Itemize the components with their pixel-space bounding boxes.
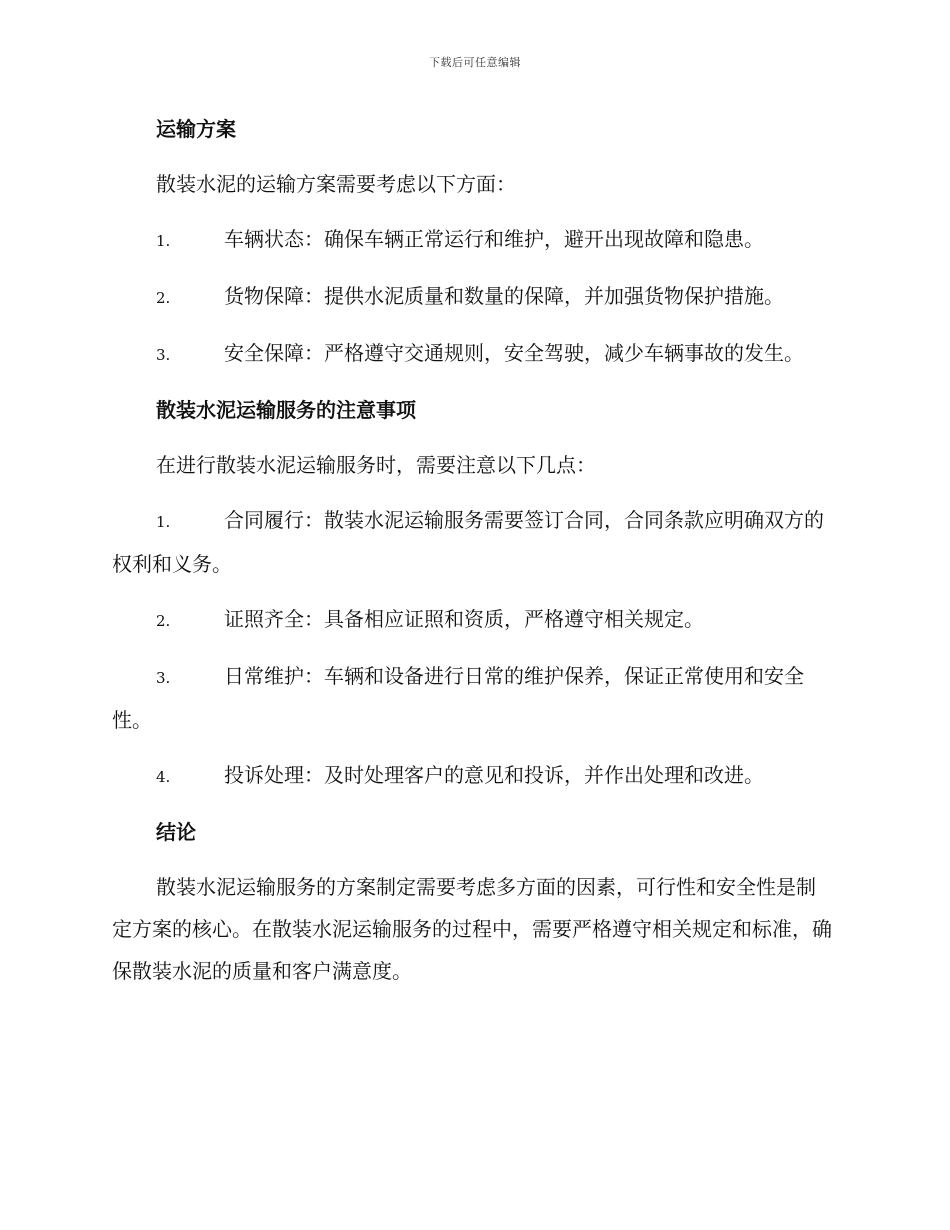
- list-item: [112, 655, 834, 741]
- section-title-conclusion: 结论: [156, 820, 196, 844]
- list-number: 3.: [156, 669, 171, 687]
- list-item-text: 安全保障：严格遵守交通规则，安全驾驶，减少车辆事故的发生。: [224, 341, 804, 365]
- list-item: [112, 275, 834, 319]
- list-item-text: 证照齐全：具备相应证照和资质，严格遵守相关规定。: [224, 607, 704, 631]
- list-number: 1.: [156, 513, 171, 531]
- list-number: 3.: [156, 346, 171, 364]
- header-note: 下载后可任意编辑: [429, 56, 521, 69]
- list-item: [112, 218, 834, 262]
- list-number: 2.: [156, 289, 171, 307]
- section-title-transport: 运输方案: [156, 117, 236, 141]
- list-number: 4.: [156, 768, 171, 786]
- list-item: [112, 499, 834, 585]
- list-item: [112, 754, 834, 798]
- notes-intro: 在进行散装水泥运输服务时，需要注意以下几点：: [156, 453, 596, 477]
- list-item-text: 投诉处理：及时处理客户的意见和投诉，并作出处理和改进。: [224, 763, 764, 787]
- list-item-text: 合同履行：散装水泥运输服务需要签订合同，合同条款应明确双方的权利和义务。: [112, 508, 824, 576]
- conclusion-body: 散装水泥运输服务的方案制定需要考虑多方面的因素，可行性和安全性是制定方案的核心。在散装水泥运输服务的过程中，需要严格遵守相关规定和标准，确保散装水泥的质量和客户满意度。: [112, 875, 832, 983]
- transport-intro: 散装水泥的运输方案需要考虑以下方面：: [156, 172, 516, 196]
- list-item-text: 货物保障：提供水泥质量和数量的保障，并加强货物保护措施。: [224, 284, 784, 308]
- section-title-notes: 散装水泥运输服务的注意事项: [156, 398, 416, 422]
- document-body: [112, 108, 834, 1005]
- list-number: 1.: [156, 232, 171, 250]
- list-item-text: 日常维护：车辆和设备进行日常的维护保养，保证正常使用和安全性。: [112, 664, 804, 732]
- list-item: [112, 332, 834, 376]
- list-number: 2.: [156, 612, 171, 630]
- list-item-text: 车辆状态：确保车辆正常运行和维护，避开出现故障和隐患。: [224, 227, 764, 251]
- list-item: [112, 598, 834, 642]
